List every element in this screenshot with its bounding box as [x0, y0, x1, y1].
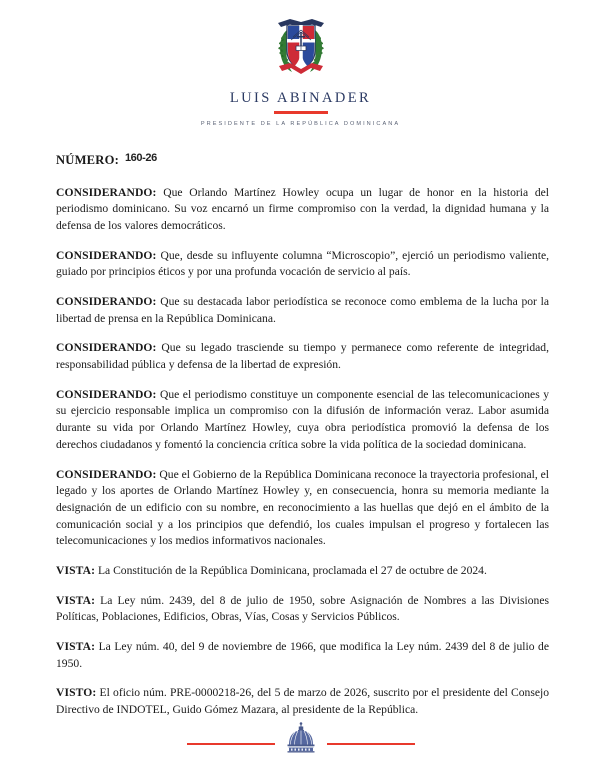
clause [56, 294, 549, 327]
letterhead [0, 0, 601, 127]
clause-separator: : [152, 387, 157, 401]
clause-separator: : [152, 341, 157, 355]
clause-keyword: VISTA [56, 563, 92, 577]
clause-separator: : [91, 640, 96, 654]
clause-text: Que, desde su influyente columna “Microscopio”, ejerció un periodismo valiente, guiado por principios éticos y por una profunda vocación de servicio al país. [56, 248, 549, 279]
footer-rule-left [187, 743, 275, 745]
footer-rule-right [327, 743, 415, 745]
clause [56, 185, 549, 235]
clause-text: La Ley núm. 40, del 9 de noviembre de 1966, que modifica la Ley núm. 2439 del 8 de julio de 1950. [56, 640, 549, 670]
clause-separator: : [152, 185, 157, 199]
clause-separator: : [152, 248, 157, 262]
clause-separator: : [152, 467, 157, 481]
president-name: LUIS ABINADER [229, 90, 372, 106]
clause-keyword: CONSIDERANDO [56, 295, 153, 309]
clause-separator: : [91, 593, 96, 607]
clause-keyword: VISTA [56, 640, 92, 654]
clause-keyword: VISTO [56, 686, 93, 700]
footer [0, 728, 601, 760]
national-palace-dome-icon [284, 721, 318, 753]
name-accent-rule [274, 111, 328, 114]
president-subtitle: PRESIDENTE DE LA REPÚBLICA DOMINICANA [200, 120, 401, 127]
clause [56, 340, 549, 373]
clause [56, 248, 549, 281]
clause [56, 563, 549, 580]
document-body [56, 168, 549, 719]
clause [56, 387, 549, 454]
clause [56, 639, 549, 672]
clause-keyword: CONSIDERANDO [56, 341, 153, 355]
clause-text: Que Orlando Martínez Howley ocupa un lugar de honor en la historia del periodismo dominicano. Su voz encarnó un firme compromiso con la verdad, la dignidad humana y la defensa de los valores democráticos. [56, 185, 549, 232]
clause-separator: : [91, 563, 96, 577]
clause [56, 593, 549, 626]
clause-keyword: VISTA [56, 593, 92, 607]
numero-value: 160-26 [124, 151, 157, 164]
numero-label: NÚMERO: [56, 152, 119, 167]
clause-text: Que el periodismo constituye un componente esencial de las telecomunicaciones y su ejercicio responsable implica un compromiso con la difusión de información veraz. Labor asumida durante su vida por Orlando Martínez Howley, cuya obra periodística promovió la defensa de los derechos ciudadanos y fomentó la conciencia crítica sobre la vida política de la sociedad dominicana. [56, 387, 549, 451]
clause-text: Que su destacada labor periodística se reconoce como emblema de la lucha por la libertad de prensa en la República Dominicana. [56, 295, 549, 325]
clause-text: La Constitución de la República Dominicana, proclamada el 27 de octubre de 2024. [95, 563, 487, 577]
clause-separator: : [152, 295, 157, 309]
clause-text: La Ley núm. 2439, del 8 de julio de 1950, sobre Asignación de Nombres a las Divisiones Políticas, Poblaciones, Edificios, Obras, Vías, Cosas y Servicios Públicos. [56, 593, 549, 624]
footer-emblem [284, 721, 318, 753]
clause-keyword: CONSIDERANDO [56, 185, 153, 199]
clause-keyword: CONSIDERANDO [56, 248, 153, 262]
dominican-republic-coat-of-arms-icon [271, 14, 331, 80]
clause-text: Que su legado trasciende su tiempo y permanece como referente de integridad, responsabilidad pública y defensa de la libertad de expresión. [56, 341, 549, 372]
clause [56, 685, 549, 718]
clause-text: El oficio núm. PRE-0000218-26, del 5 de marzo de 2026, suscrito por el presidente del Consejo Directivo de INDOTEL, Guido Gómez Mazara, al presidente de la República. [56, 686, 549, 717]
numero-row [56, 153, 601, 168]
clause-separator: : [92, 686, 97, 700]
clause [56, 467, 549, 550]
clause-keyword: CONSIDERANDO [56, 387, 153, 401]
clause-text: Que el Gobierno de la República Dominicana reconoce la trayectoria profesional, el legado y los aportes de Orlando Martínez Howley y, en consecuencia, honra su memoria mediante la designación de un edificio con su nombre, en reconocimiento a las huellas que dejó en el ámbito de la comunicación social y a los principios que defendió, los cuales impulsan el progreso y fortalecen las telecomunicaciones y los medios informativos nacionales. [56, 467, 549, 548]
clause-keyword: CONSIDERANDO [56, 467, 153, 481]
